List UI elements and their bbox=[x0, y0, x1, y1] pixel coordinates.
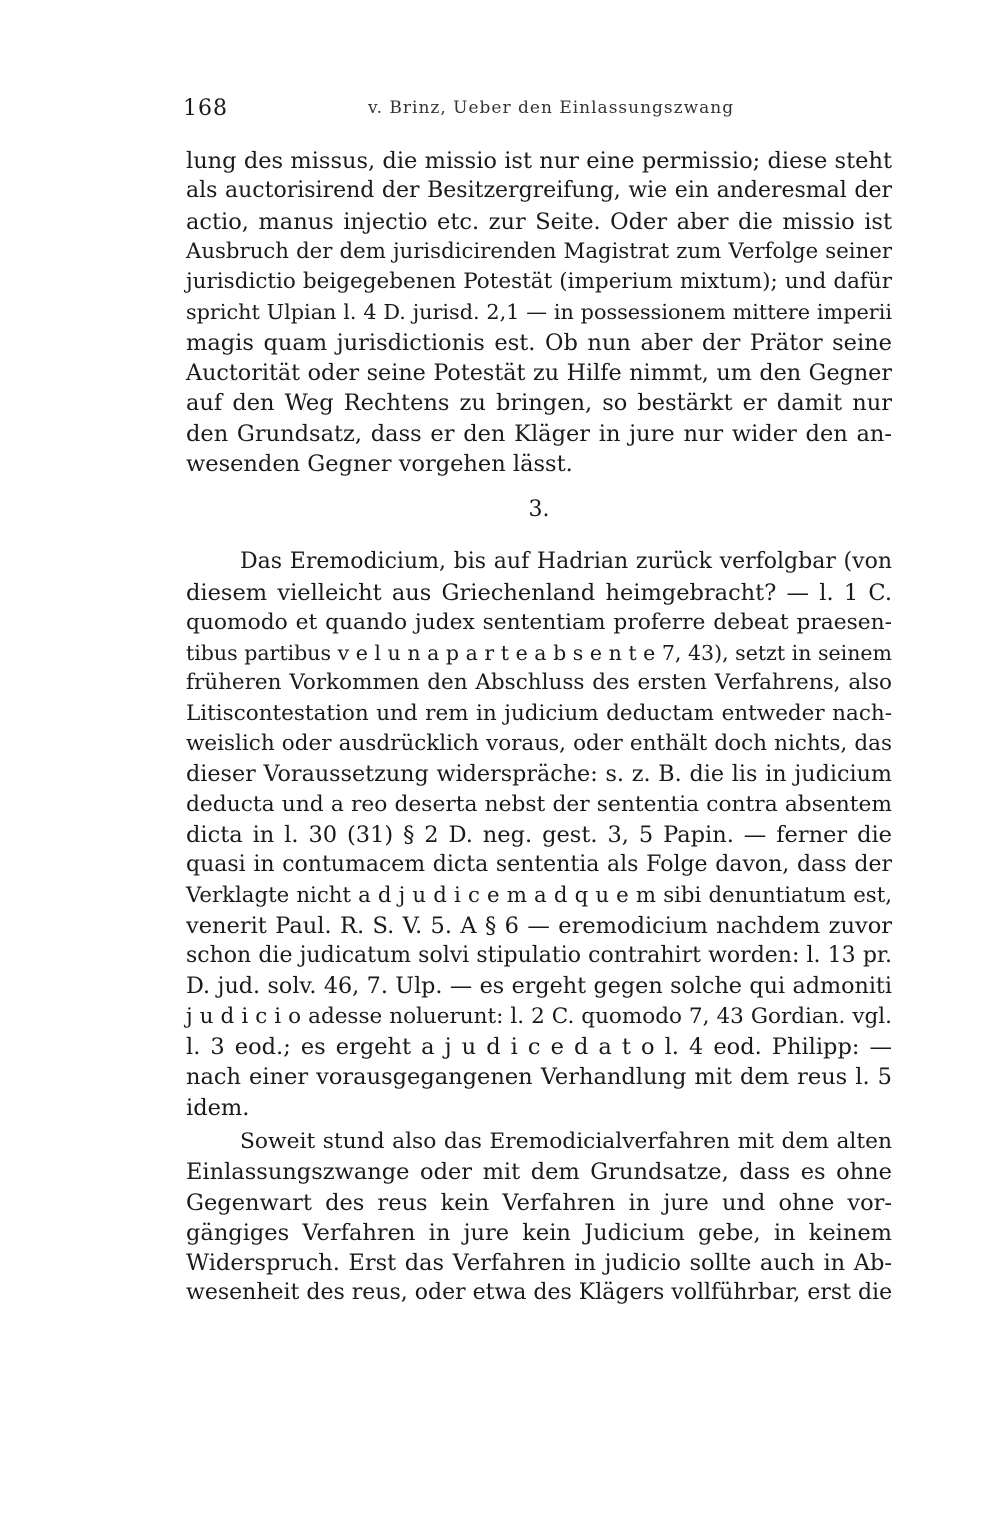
text-line: Litiscontestation und rem in judicium deductam entweder nach- bbox=[186, 700, 892, 726]
text-line: wesenden Gegner vorgehen lässt. bbox=[186, 450, 573, 477]
text-line: magis quam jurisdictionis est. Ob nun aber der Prätor seine bbox=[186, 329, 892, 356]
text-line: l. 3 eod.; es ergeht a j u d i c e d a t o l. 4 eod. Philipp: — bbox=[186, 1034, 892, 1061]
text-line: gängiges Verfahren in jure kein Judicium gebe, in keinem bbox=[186, 1219, 892, 1246]
text-line: tibus partibus v e l u n a p a r t e a b s e n t e 7, 43), setzt in seinem bbox=[186, 641, 892, 666]
paragraph-3 bbox=[186, 1127, 892, 1309]
text-line: Widerspruch. Erst das Verfahren in judicio sollte auch in Ab- bbox=[186, 1250, 892, 1277]
running-title: v. Brinz, Ueber den Einlassungszwang bbox=[368, 98, 735, 118]
text-line: D. jud. solv. 46, 7. Ulp. — es ergeht gegen solche qui admoniti bbox=[186, 973, 892, 1000]
text-line: deducta und a reo deserta nebst der sententia contra absentem bbox=[186, 791, 892, 817]
text-line: diesem vielleicht aus Griechenland heimgebracht? — l. 1 C. bbox=[186, 579, 892, 606]
text-line: dieser Voraussetzung widerspräche: s. z. B. die lis in judicium bbox=[186, 761, 892, 788]
text-line: dicta in l. 30 (31) § 2 D. neg. gest. 3, 5 Papin. — ferner die bbox=[186, 821, 892, 848]
text-line: Ausbruch der dem jurisdicirenden Magistrat zum Verfolge seiner bbox=[186, 238, 892, 264]
text-line: den Grundsatz, dass er den Kläger in jure nur wider den an- bbox=[186, 420, 892, 447]
body-text bbox=[186, 146, 892, 1309]
text-line: Das Eremodicium, bis auf Hadrian zurück verfolgbar (von bbox=[240, 549, 892, 575]
text-line: j u d i c i o adesse noluerunt: l. 2 C. quomodo 7, 43 Gordian. vgl. bbox=[186, 1003, 892, 1029]
text-line: spricht Ulpian l. 4 D. jurisd. 2,1 — in possessionem mittere imperii bbox=[186, 300, 892, 325]
paragraph-1 bbox=[186, 146, 892, 479]
text-line: jurisdictio beigegebenen Potestät (imperium mixtum); und dafür bbox=[186, 269, 892, 295]
text-line: quomodo et quando judex sententiam proferre debeat praesen- bbox=[186, 609, 892, 635]
text-line: idem. bbox=[186, 1094, 250, 1121]
page-number: 168 bbox=[183, 96, 228, 121]
text-line: Soweit stund also das Eremodicialverfahren mit dem alten bbox=[240, 1128, 892, 1154]
text-line: auf den Weg Rechtens zu bringen, so bestärkt er damit nur bbox=[186, 390, 892, 417]
text-line: Gegenwart des reus kein Verfahren in jure und ohne vor- bbox=[186, 1189, 892, 1216]
text-line: als auctorisirend der Besitzergreifung, wie ein anderesmal der bbox=[186, 178, 892, 204]
text-line: weislich oder ausdrücklich voraus, oder enthält doch nichts, das bbox=[186, 731, 892, 757]
text-line: früheren Vorkommen den Abschluss des ersten Verfahrens, also bbox=[186, 670, 892, 696]
text-line: Verklagte nicht a d j u d i c e m a d q u e m sibi denuntiatum est, bbox=[186, 882, 892, 908]
text-line: venerit Paul. R. S. V. 5. A § 6 — eremodicium nachdem zuvor bbox=[186, 912, 892, 939]
text-line: quasi in contumacem dicta sententia als Folge davon, dass der bbox=[186, 852, 892, 878]
text-line: wesenheit des reus, oder etwa des Klägers vollführbar, erst die bbox=[186, 1280, 893, 1306]
text-line: Einlassungszwange oder mit dem Grundsatze, dass es ohne bbox=[186, 1159, 892, 1186]
text-line: lung des missus, die missio ist nur eine permissio; diese steht bbox=[186, 148, 892, 174]
text-line: schon die judicatum solvi stipulatio contrahirt worden: l. 13 pr. bbox=[186, 943, 892, 969]
text-line: actio, manus injectio etc. zur Seite. Oder aber die missio ist bbox=[186, 208, 892, 235]
text-line: nach einer vorausgegangenen Verhandlung mit dem reus l. 5 bbox=[186, 1064, 892, 1091]
text-line: Auctorität oder seine Potestät zu Hilfe nimmt, um den Gegner bbox=[186, 360, 892, 387]
running-head bbox=[183, 96, 893, 126]
paragraph-2 bbox=[186, 547, 892, 1123]
section-number: 3. bbox=[528, 497, 550, 523]
